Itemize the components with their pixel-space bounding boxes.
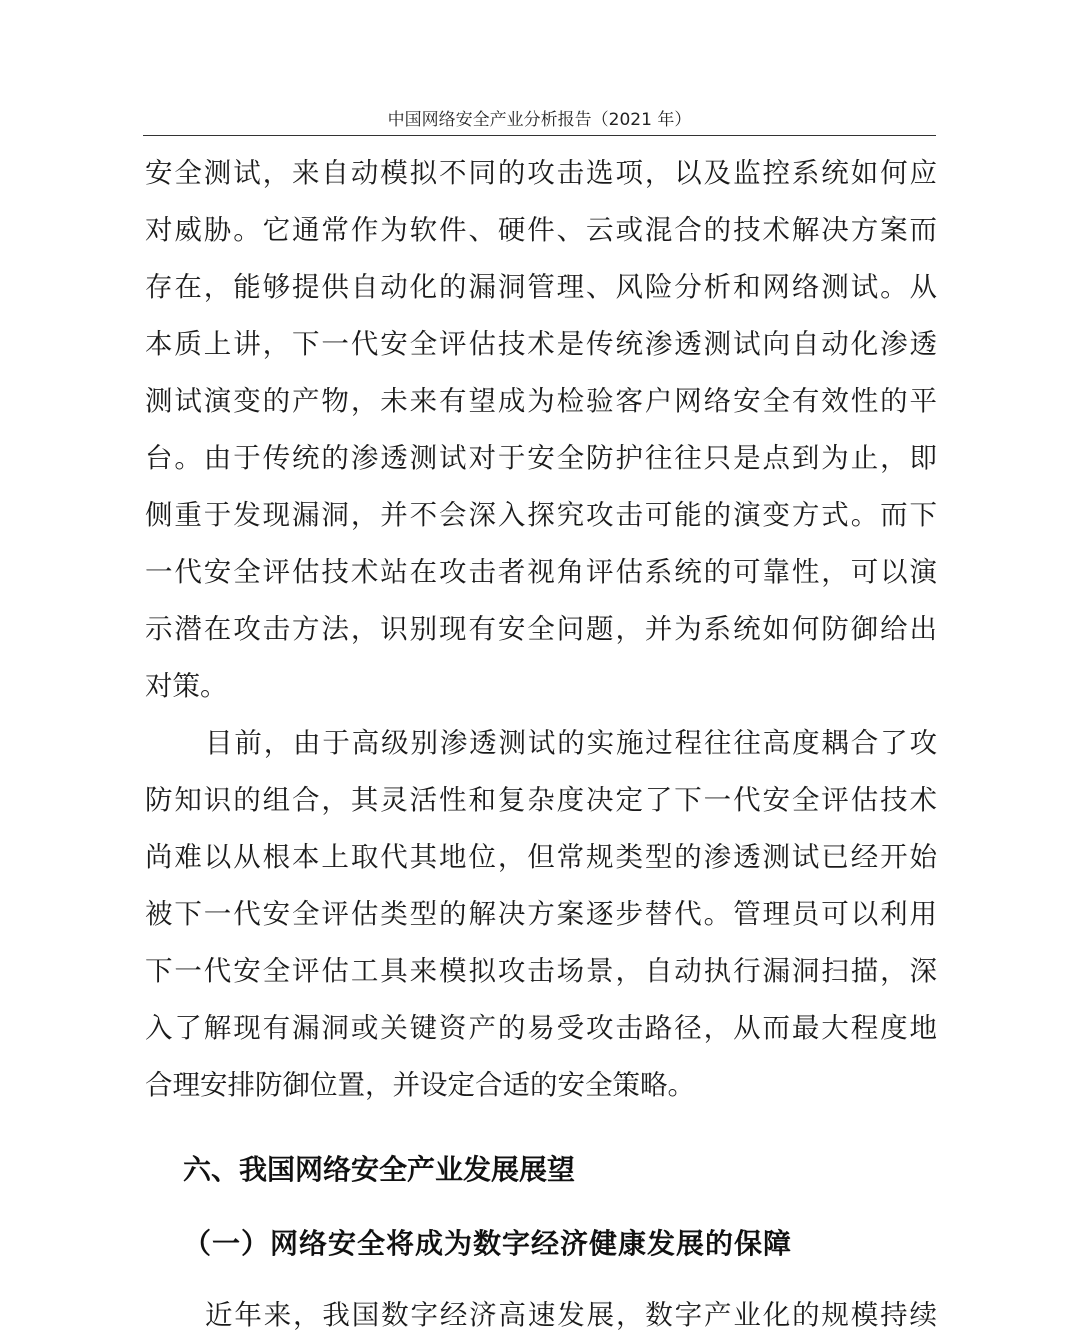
paragraph-line: 近年来，我国数字经济高速发展，数字产业化的规模持续: [205, 1299, 937, 1331]
sub-heading: （一）网络安全将成为数字经济健康发展的保障: [183, 1227, 793, 1260]
paragraph-line: 存在，能够提供自动化的漏洞管理、风险分析和网络测试。从: [145, 271, 937, 303]
paragraph-line: 对威胁。它通常作为软件、硬件、云或混合的技术解决方案而: [145, 214, 937, 246]
paragraph-line: 台。由于传统的渗透测试对于安全防护往往只是点到为止，即: [145, 442, 937, 474]
paragraph-line: 一代安全评估技术站在攻击者视角评估系统的可靠性，可以演: [145, 556, 937, 588]
running-header: 中国网络安全产业分析报告（2021 年）: [387, 110, 692, 130]
paragraph-line: 测试演变的产物，未来有望成为检验客户网络安全有效性的平: [145, 385, 937, 417]
paragraph-line: 尚难以从根本上取代其地位，但常规类型的渗透测试已经开始: [145, 841, 937, 873]
paragraph-line: 入了解现有漏洞或关键资产的易受攻击路径，从而最大程度地: [145, 1012, 937, 1044]
paragraph-line: 侧重于发现漏洞，并不会深入探究攻击可能的演变方式。而下: [145, 499, 937, 531]
paragraph-line: 对策。: [145, 670, 228, 702]
header-rule: [143, 135, 936, 136]
paragraph-line: 本质上讲，下一代安全评估技术是传统渗透测试向自动化渗透: [145, 328, 937, 360]
paragraph-line: 下一代安全评估工具来模拟攻击场景，自动执行漏洞扫描，深: [145, 955, 937, 987]
section-heading: 六、我国网络安全产业发展展望: [183, 1153, 576, 1186]
paragraph-line: 被下一代安全评估类型的解决方案逐步替代。管理员可以利用: [145, 898, 937, 930]
paragraph-line: 合理安排防御位置，并设定合适的安全策略。: [145, 1069, 695, 1101]
paragraph-line: 目前，由于高级别渗透测试的实施过程往往高度耦合了攻: [205, 727, 937, 759]
paragraph-line: 安全测试，来自动模拟不同的攻击选项，以及监控系统如何应: [145, 157, 937, 189]
paragraph-line: 防知识的组合，其灵活性和复杂度决定了下一代安全评估技术: [145, 784, 937, 816]
paragraph-line: 示潜在攻击方法，识别现有安全问题，并为系统如何防御给出: [145, 613, 937, 645]
